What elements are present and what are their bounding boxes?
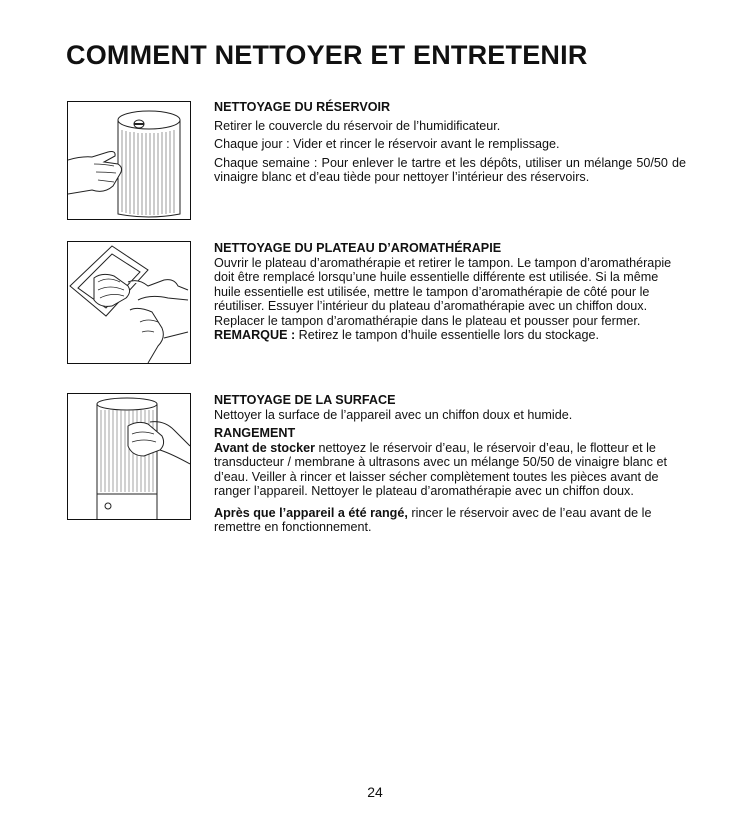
paragraph [214, 506, 686, 535]
paragraph-text: nettoyez le réservoir d’eau, le réservoir d’eau, le flotteur et le transducteur / membrane à ultrasons avec un mélange 50/50 de vinaigre blanc et d’eau. Veiller à rincer et laisser sécher complètement toutes les pièces avant de ranger l’appareil. Nettoyer le plateau d’aromathérapie avec un chiffon doux. [214, 440, 667, 498]
page-title: COMMENT NETTOYER ET ENTRETENIR [66, 40, 588, 70]
surface-illustration [67, 393, 191, 520]
surface-cleaning-icon [68, 394, 190, 519]
section-surface [214, 393, 686, 535]
page-number: 24 [367, 784, 383, 800]
section-reservoir [214, 100, 686, 185]
section-heading: NETTOYAGE DU RÉSERVOIR [214, 100, 391, 114]
paragraph [214, 441, 686, 499]
paragraph-text: rincer le réservoir avec de l’eau avant de le remettre en fonctionnement. [214, 505, 652, 534]
paragraph: Nettoyer la surface de l’appareil avec un chiffon doux et humide. [214, 407, 573, 422]
section-heading: RANGEMENT [214, 426, 296, 440]
reservoir-cleaning-icon [68, 102, 190, 219]
section-heading: NETTOYAGE DU PLATEAU D’AROMATHÉRAPIE [214, 241, 502, 255]
note-text: Retirez le tampon d’huile essentielle lors du stockage. [295, 328, 599, 342]
paragraph: Retirer le couvercle du réservoir de l’humidificateur. [214, 118, 501, 133]
aroma-tray-cleaning-icon [68, 242, 190, 363]
emphasis-label: Après que l’appareil a été rangé, [214, 505, 408, 520]
emphasis-label: Avant de stocker [214, 440, 316, 455]
note-label: REMARQUE : [214, 328, 296, 342]
section-heading: NETTOYAGE DE LA SURFACE [214, 393, 396, 407]
aroma-tray-illustration [67, 241, 191, 364]
section-plateau [214, 241, 686, 343]
note [214, 328, 686, 343]
paragraph: Ouvrir le plateau d’aromathérapie et retirer le tampon. Le tampon d’aromathérapie doit être remplacé lorsqu’une huile essentielle différente est utilisée. Si la même huile essentielle est utilisée, mettre le tampon d’aromathérapie de côté pour le réutiliser. Essuyer l’intérieur du plateau d’aromathérapie avec un chiffon doux. Replacer le tampon d’aromathérapie dans le plateau et pousser pour fermer. [214, 255, 672, 328]
reservoir-illustration [67, 101, 191, 220]
paragraph: Chaque jour : Vider et rincer le réservoir avant le remplissage. [214, 137, 560, 151]
paragraph: Chaque semaine : Pour enlever le tartre et les dépôts, utiliser un mélange 50/50 de vinaigre blanc et d’eau tiède pour nettoyer l’intérieur des réservoirs. [214, 155, 686, 184]
